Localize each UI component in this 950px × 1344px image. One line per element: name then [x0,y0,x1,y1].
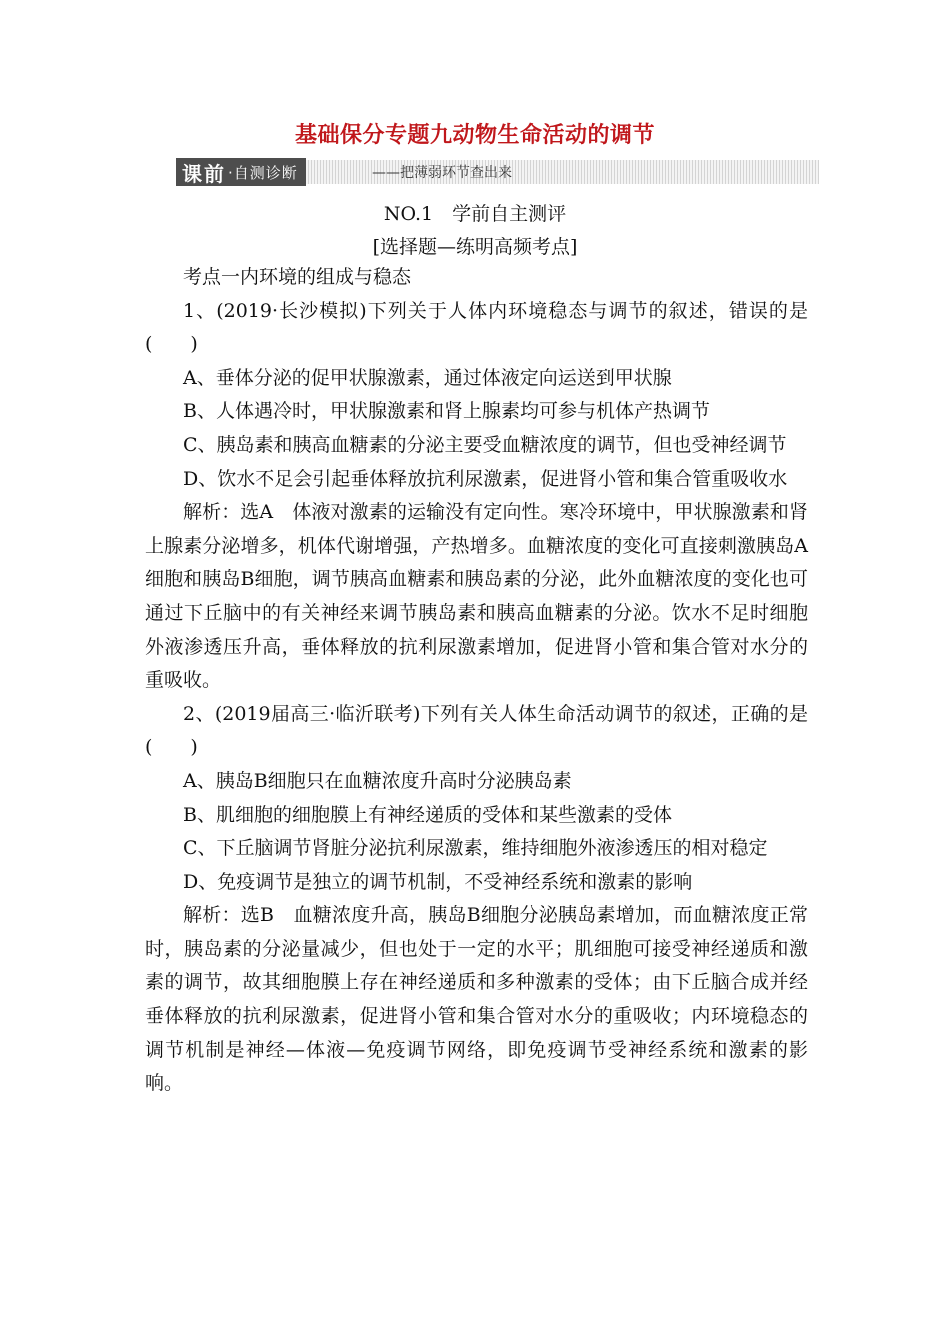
question-2-stem: 2、(2019届高三·临沂联考)下列有关人体生命活动调节的叙述，正确的是( ) [145,702,808,759]
document-title: 基础保分专题九动物生命活动的调节 [294,123,655,148]
section-banner [176,158,819,186]
question-1-option-d: D、饮水不足会引起垂体释放抗利尿激素，促进肾小管和集合管重吸收水 [183,467,788,490]
question-1-option-a: A、垂体分泌的促甲状腺激素，通过体液定向运送到甲状腺 [183,366,672,389]
section-heading: NO.1 学前自主测评 [383,203,567,225]
section-subheading: [选择题—练明高频考点] [372,236,578,258]
question-1-analysis: 解析：选A 体液对激素的运输没有定向性。寒冷环境中，甲状腺激素和肾上腺素分泌增多，机体代谢增强，产热增多。血糖浓度的变化可直接刺激胰岛A细胞和胰岛B细胞，调节胰高血糖素和胰岛素的分泌，此外血糖浓度的变化也可通过下丘脑中的有关神经来调节胰岛素和胰高血糖素的分泌。饮水不足时细胞外液渗透压升高，垂体释放的抗利尿激素增加，促进肾小管和集合管对水分的重吸收。 [145,501,808,692]
banner-label [176,158,306,186]
topic-heading: 考点一内环境的组成与稳态 [183,266,412,288]
question-2-analysis: 解析：选B 血糖浓度升高，胰岛B细胞分泌胰岛素增加，而血糖浓度正常时，胰岛素的分泌量减少，但也处于一定的水平；肌细胞可接受神经递质和激素的调节，故其细胞膜上存在神经递质和多种激素的受体；由下丘脑合成并经垂体释放的抗利尿激素，促进肾小管和集合管对水分的重吸收；内环境稳态的调节机制是神经—体液—免疫调节网络，即免疫调节受神经系统和激素的影响。 [145,904,808,1095]
question-1-option-c: C、胰岛素和胰高血糖素的分泌主要受血糖浓度的调节，但也受神经调节 [183,433,787,456]
question-1-option-b: B、人体遇冷时，甲状腺激素和肾上腺素均可参与机体产热调节 [183,400,710,423]
question-2-option-d: D、免疫调节是独立的调节机制，不受神经系统和激素的影响 [183,870,693,893]
question-2-option-a: A、胰岛B细胞只在血糖浓度升高时分泌胰岛素 [183,769,572,792]
question-2-option-c: C、下丘脑调节肾脏分泌抗利尿激素，维持细胞外液渗透压的相对稳定 [183,837,768,860]
question-1-stem: 1、(2019·长沙模拟)下列关于人体内环境稳态与调节的叙述，错误的是( ) [145,299,808,356]
document-body [145,261,808,1101]
banner-label-big: 课前 [182,161,226,186]
banner-label-small: ·自测诊断 [228,163,298,182]
banner-tagline: ——把薄弱环节查出来 [372,165,512,181]
question-2-option-b: B、肌细胞的细胞膜上有神经递质的受体和某些激素的受体 [183,803,672,826]
